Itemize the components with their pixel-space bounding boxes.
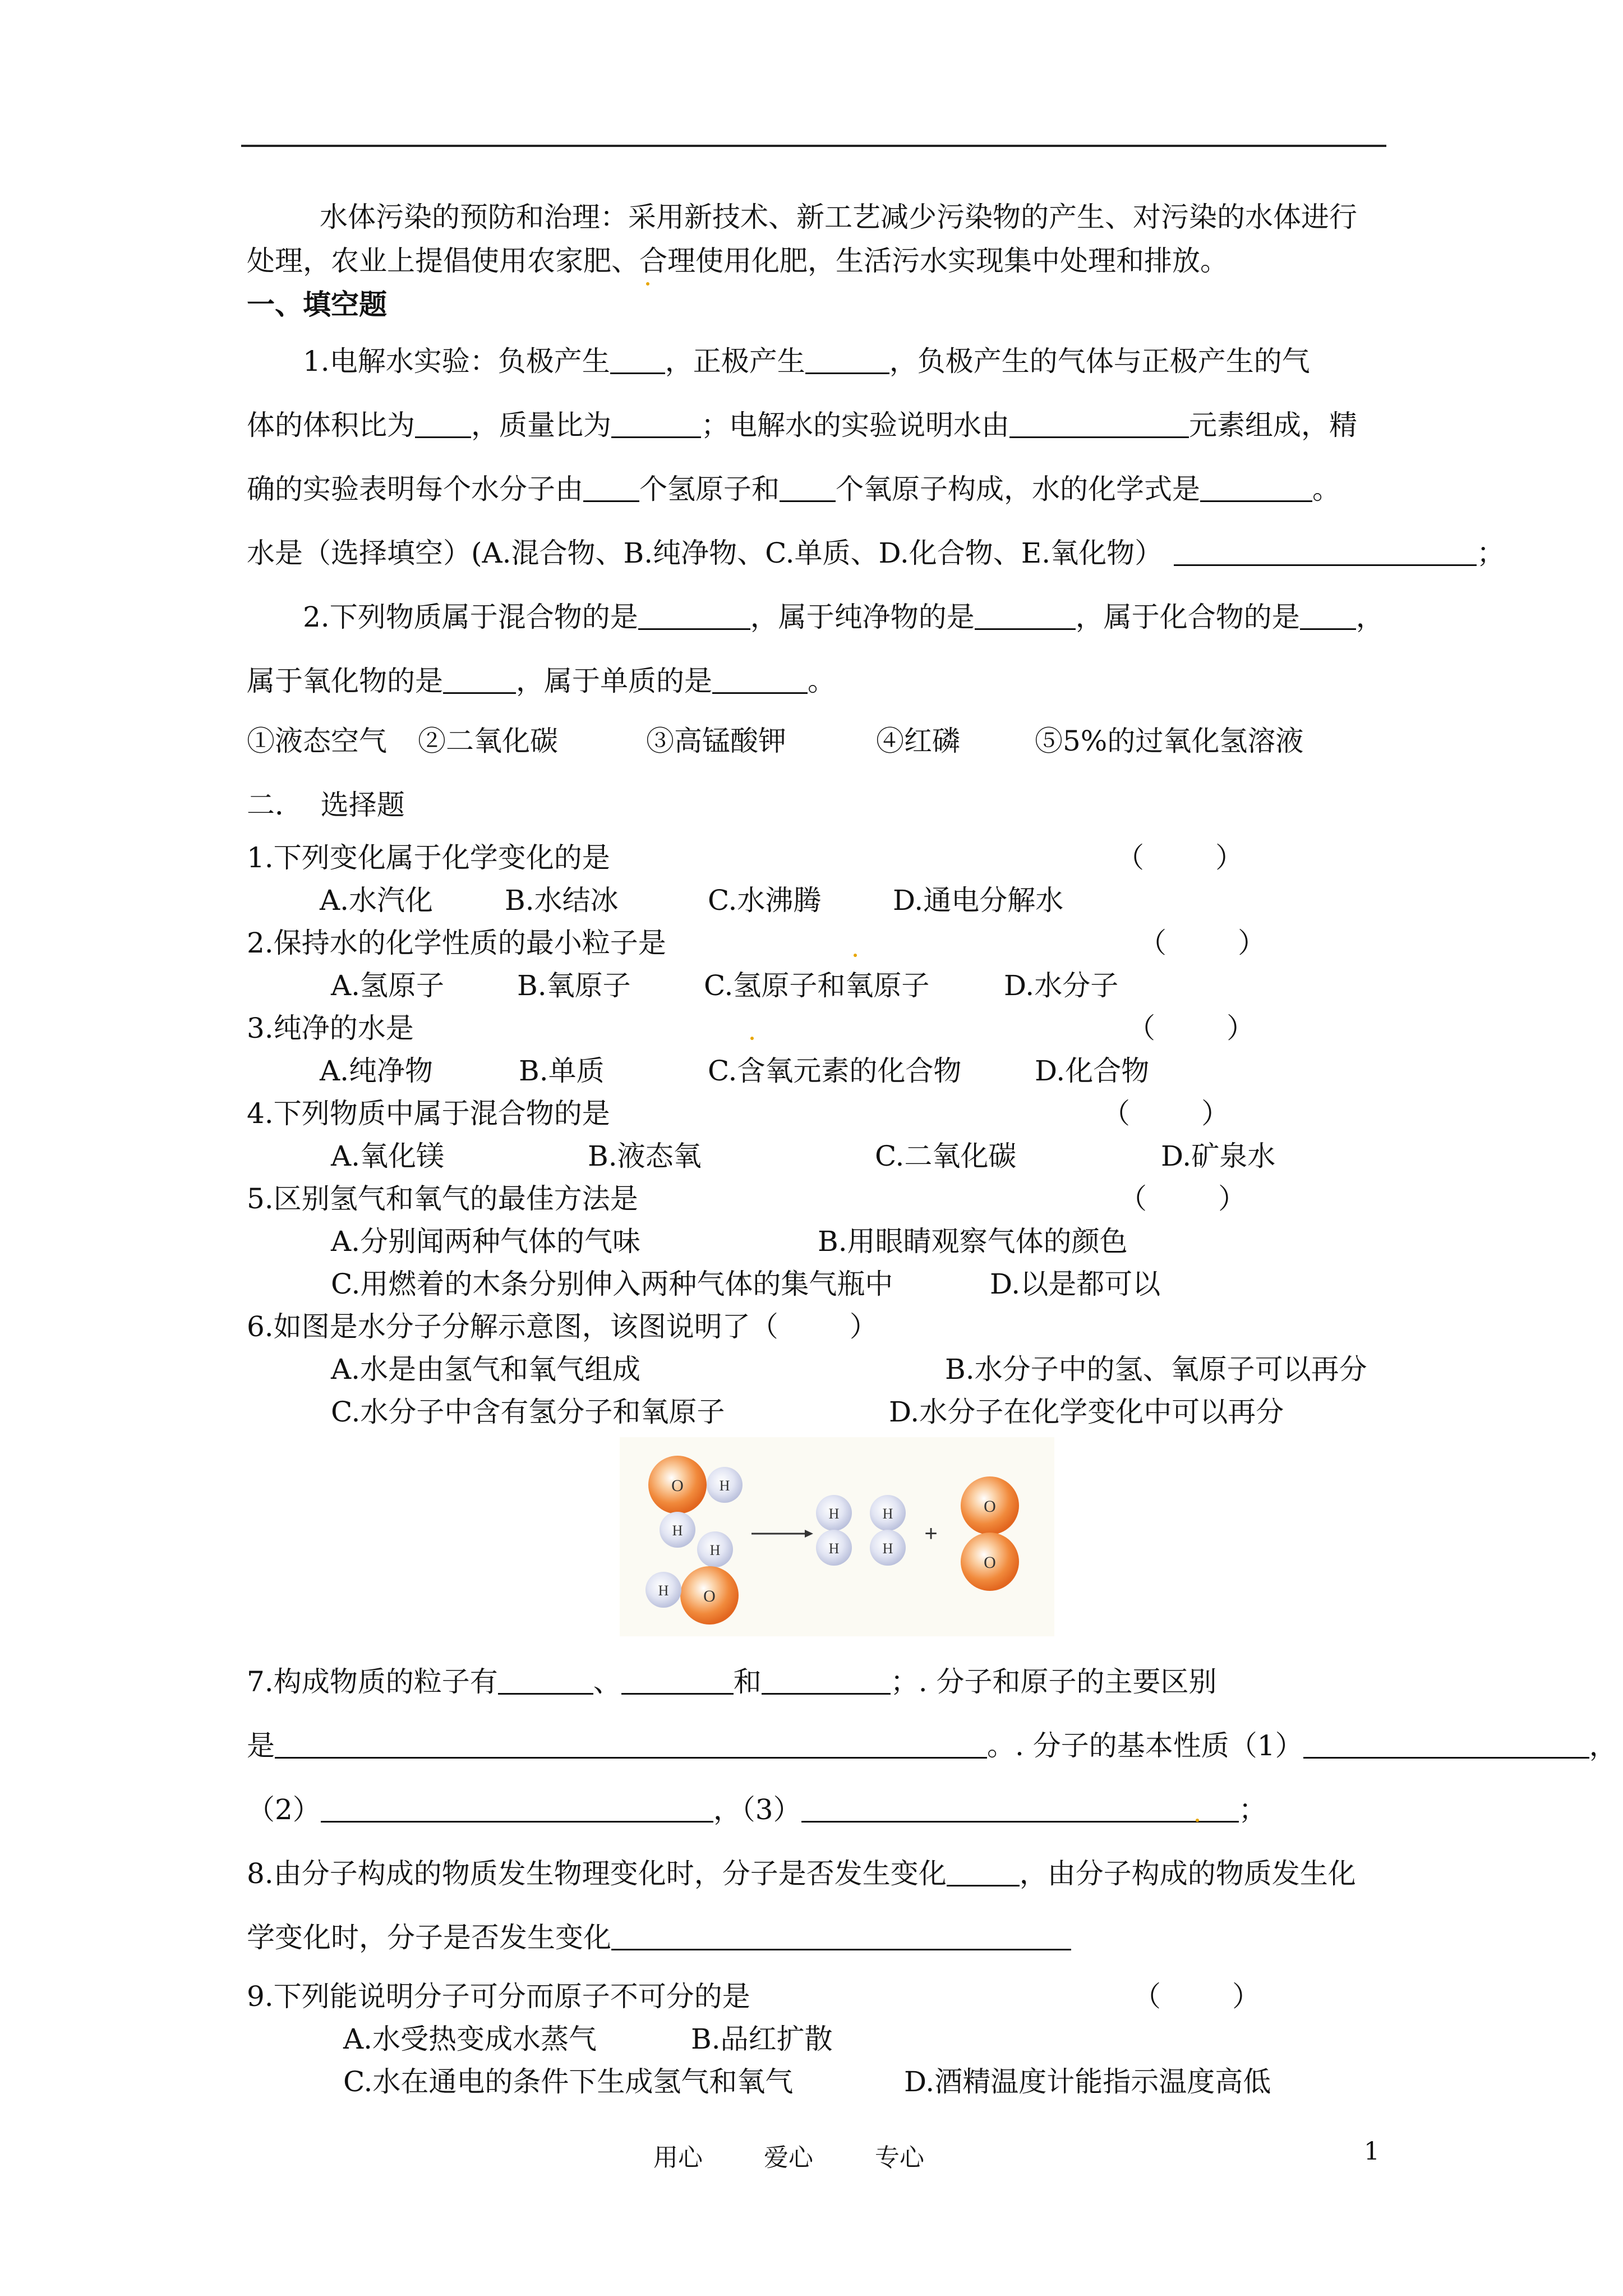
- q2-line-2: 属于氧化物的是 ，属于单质的是 。: [247, 665, 836, 697]
- mc-q5-paren: （ ）: [1119, 1182, 1247, 1215]
- ink-speck: [646, 282, 649, 286]
- mc-q1-option-d: D.通电分解水: [893, 884, 1064, 917]
- atom-label: H: [719, 1478, 730, 1494]
- q2-item-5: ⑤5%的过氧化氢溶液: [1035, 725, 1304, 757]
- page-number: 1: [1364, 2137, 1380, 2166]
- mc-q9-option-a: A.水受热变成水蒸气: [343, 2023, 597, 2055]
- atom-label: H: [709, 1542, 721, 1558]
- blank[interactable]: [498, 1667, 593, 1695]
- q2-item-2: ②二氧化碳: [418, 725, 558, 757]
- mc-q4-option-b: B.液态氧: [588, 1140, 702, 1172]
- q1-line-3: 确的实验表明每个水分子由 个氢原子和 个氧原子构成，水的化学式是 。: [247, 473, 1340, 505]
- q2-item-1: ①液态空气: [247, 725, 387, 757]
- blank[interactable]: [947, 1859, 1020, 1887]
- mc-q2-paren: （ ）: [1138, 927, 1266, 959]
- mc-q6-option-d: D.水分子在化学变化中可以再分: [889, 1396, 1284, 1428]
- mc-q1-stem: 1.下列变化属于化学变化的是: [247, 841, 610, 874]
- blank[interactable]: [712, 666, 808, 694]
- header-rule: [241, 145, 1386, 147]
- mc-q6-stem: 6.如图是水分子分解示意图，该图说明了（ ）: [247, 1310, 878, 1343]
- mc-q5-option-a: A.分别闻两种气体的气味: [331, 1225, 641, 1258]
- footer-right: 专心: [875, 2143, 924, 2172]
- footer-middle: 爱心: [764, 2143, 813, 2172]
- mc-q1-option-b: B.水结冰: [505, 884, 619, 917]
- mc-q2-option-c: C.氢原子和氧原子: [704, 969, 930, 1002]
- mc-q3-option-d: D.化合物: [1035, 1055, 1150, 1087]
- ink-speck: [854, 954, 857, 957]
- q7-line-3: （2） ，（3） ；: [247, 1793, 1267, 1826]
- atom-label: H: [882, 1540, 893, 1557]
- hydrogen-molecule: [816, 1495, 852, 1566]
- mc-q1-option-a: A.水汽化: [320, 884, 434, 917]
- plus-sign: +: [924, 1521, 938, 1546]
- blank[interactable]: [1174, 539, 1477, 566]
- atom-label: H: [658, 1582, 669, 1599]
- atom-label: O: [984, 1497, 996, 1516]
- mc-q1-paren: （ ）: [1116, 841, 1244, 874]
- blank[interactable]: [275, 1731, 987, 1759]
- water-decomposition-figure: [620, 1437, 1054, 1636]
- q1-line-4: 水是（选择填空）(A.混合物、B.纯净物、C.单质、D.化合物、E.氧化物） ；: [247, 537, 1505, 569]
- mc-q6-option-a: A.水是由氢气和氧气组成: [331, 1353, 641, 1386]
- mc-q2-option-a: A.氢原子: [331, 969, 445, 1002]
- mc-q3-option-c: C.含氧元素的化合物: [708, 1055, 962, 1087]
- mc-q4-paren: （ ）: [1102, 1097, 1230, 1130]
- mc-q3-stem: 3.纯净的水是: [247, 1012, 414, 1045]
- mc-q5-option-c: C.用燃着的木条分别伸入两种气体的集气瓶中: [331, 1268, 893, 1300]
- q7-line-1: 7.构成物质的粒子有 、 和 ；. 分子和原子的主要区别: [247, 1665, 1217, 1698]
- molecule-diagram: [620, 1437, 1054, 1636]
- q1-line-2: 体的体积比为 ，质量比为 ；电解水的实验说明水由 元素组成，精: [247, 409, 1357, 441]
- mc-q9-paren: （ ）: [1133, 1980, 1261, 2013]
- atom-label: O: [671, 1476, 684, 1495]
- atom-label: H: [828, 1540, 840, 1557]
- mc-q5-option-b: B.用眼睛观察气体的颜色: [818, 1225, 1128, 1258]
- mc-q9-option-c: C.水在通电的条件下生成氢气和氧气: [343, 2065, 794, 2098]
- mc-q2-stem: 2.保持水的化学性质的最小粒子是: [247, 927, 666, 959]
- mc-q9-option-d: D.酒精温度计能指示温度高低: [904, 2065, 1271, 2098]
- blank[interactable]: [805, 347, 889, 374]
- blank[interactable]: [321, 1795, 713, 1823]
- q2-item-3: ③高锰酸钾: [646, 725, 786, 757]
- q7-line-2: 是 。. 分子的基本性质（1） ，: [247, 1729, 1617, 1762]
- q8-line-2: 学变化时，分子是否发生变化: [247, 1920, 1071, 1952]
- mc-q6-option-b: B.水分子中的氢、氧原子可以再分: [945, 1353, 1367, 1386]
- blank[interactable]: [611, 1923, 1071, 1950]
- intro-line-2: 处理，农业上提倡使用农家肥、合理使用化肥，生活污水实现集中处理和排放。: [247, 245, 1228, 277]
- blank[interactable]: [1300, 602, 1356, 630]
- blank[interactable]: [780, 475, 836, 502]
- blank[interactable]: [1009, 411, 1189, 438]
- intro-line-1: 水体污染的预防和治理：采用新技术、新工艺减少污染物的产生、对污染的水体进行: [320, 201, 1357, 233]
- mc-q5-option-d: D.以是都可以: [990, 1268, 1161, 1300]
- mc-q6-option-c: C.水分子中含有氢分子和氧原子: [331, 1396, 725, 1428]
- mc-q4-stem: 4.下列物质中属于混合物的是: [247, 1097, 610, 1130]
- blank[interactable]: [801, 1795, 1239, 1823]
- mc-q9-option-b: B.品红扩散: [691, 2023, 833, 2055]
- blank[interactable]: [975, 602, 1076, 630]
- mc-q4-option-d: D.矿泉水: [1161, 1140, 1276, 1172]
- blank[interactable]: [415, 411, 471, 438]
- blank[interactable]: [1200, 475, 1312, 502]
- footer-left: 用心: [653, 2143, 703, 2172]
- oxygen-molecule: [961, 1476, 1019, 1591]
- ink-speck: [1196, 1819, 1199, 1822]
- mc-q2-option-d: D.水分子: [1004, 969, 1119, 1002]
- ink-speck: [750, 1037, 754, 1040]
- water-molecule: [645, 1531, 739, 1625]
- reaction-arrow: [751, 1530, 813, 1538]
- q1-line-1: 1.电解水实验：负极产生 ，正极产生 ，负极产生的气体与正极产生的气: [303, 345, 1310, 378]
- hydrogen-molecule: [870, 1495, 906, 1566]
- mc-q4-option-c: C.二氧化碳: [875, 1140, 1017, 1172]
- mc-q3-option-b: B.单质: [519, 1055, 605, 1087]
- section2-heading: 二． 选择题: [247, 789, 405, 821]
- mc-q1-option-c: C.水沸腾: [708, 884, 822, 917]
- mc-q5-stem: 5.区别氢气和氧气的最佳方法是: [247, 1182, 638, 1215]
- q8-line-1: 8.由分子构成的物质发生物理变化时，分子是否发生变化 ，由分子构成的物质发生化: [247, 1857, 1356, 1890]
- blank[interactable]: [610, 347, 665, 374]
- mc-q4-option-a: A.氧化镁: [331, 1140, 445, 1172]
- q2-line-1: 2.下列物质属于混合物的是 ，属于纯净物的是 ，属于化合物的是 ，: [303, 601, 1384, 633]
- blank[interactable]: [443, 666, 516, 694]
- atom-label: H: [672, 1522, 683, 1539]
- atom-label: H: [882, 1506, 893, 1522]
- blank[interactable]: [611, 411, 701, 438]
- mc-q3-option-a: A.纯净物: [320, 1055, 434, 1087]
- atom-label: O: [703, 1587, 716, 1605]
- mc-q3-paren: （ ）: [1127, 1012, 1255, 1045]
- blank[interactable]: [762, 1667, 891, 1695]
- blank[interactable]: [638, 602, 750, 630]
- atom-label: O: [984, 1553, 996, 1572]
- mc-q2-option-b: B.氧原子: [517, 969, 631, 1002]
- blank[interactable]: [1303, 1731, 1589, 1759]
- blank[interactable]: [621, 1667, 734, 1695]
- blank[interactable]: [583, 475, 639, 502]
- mc-q9-stem: 9.下列能说明分子可分而原子不可分的是: [247, 1980, 750, 2013]
- section1-heading: 一、填空题: [247, 288, 387, 321]
- q2-item-4: ④红磷: [876, 725, 960, 757]
- atom-label: H: [828, 1506, 840, 1522]
- water-molecule: [648, 1456, 743, 1548]
